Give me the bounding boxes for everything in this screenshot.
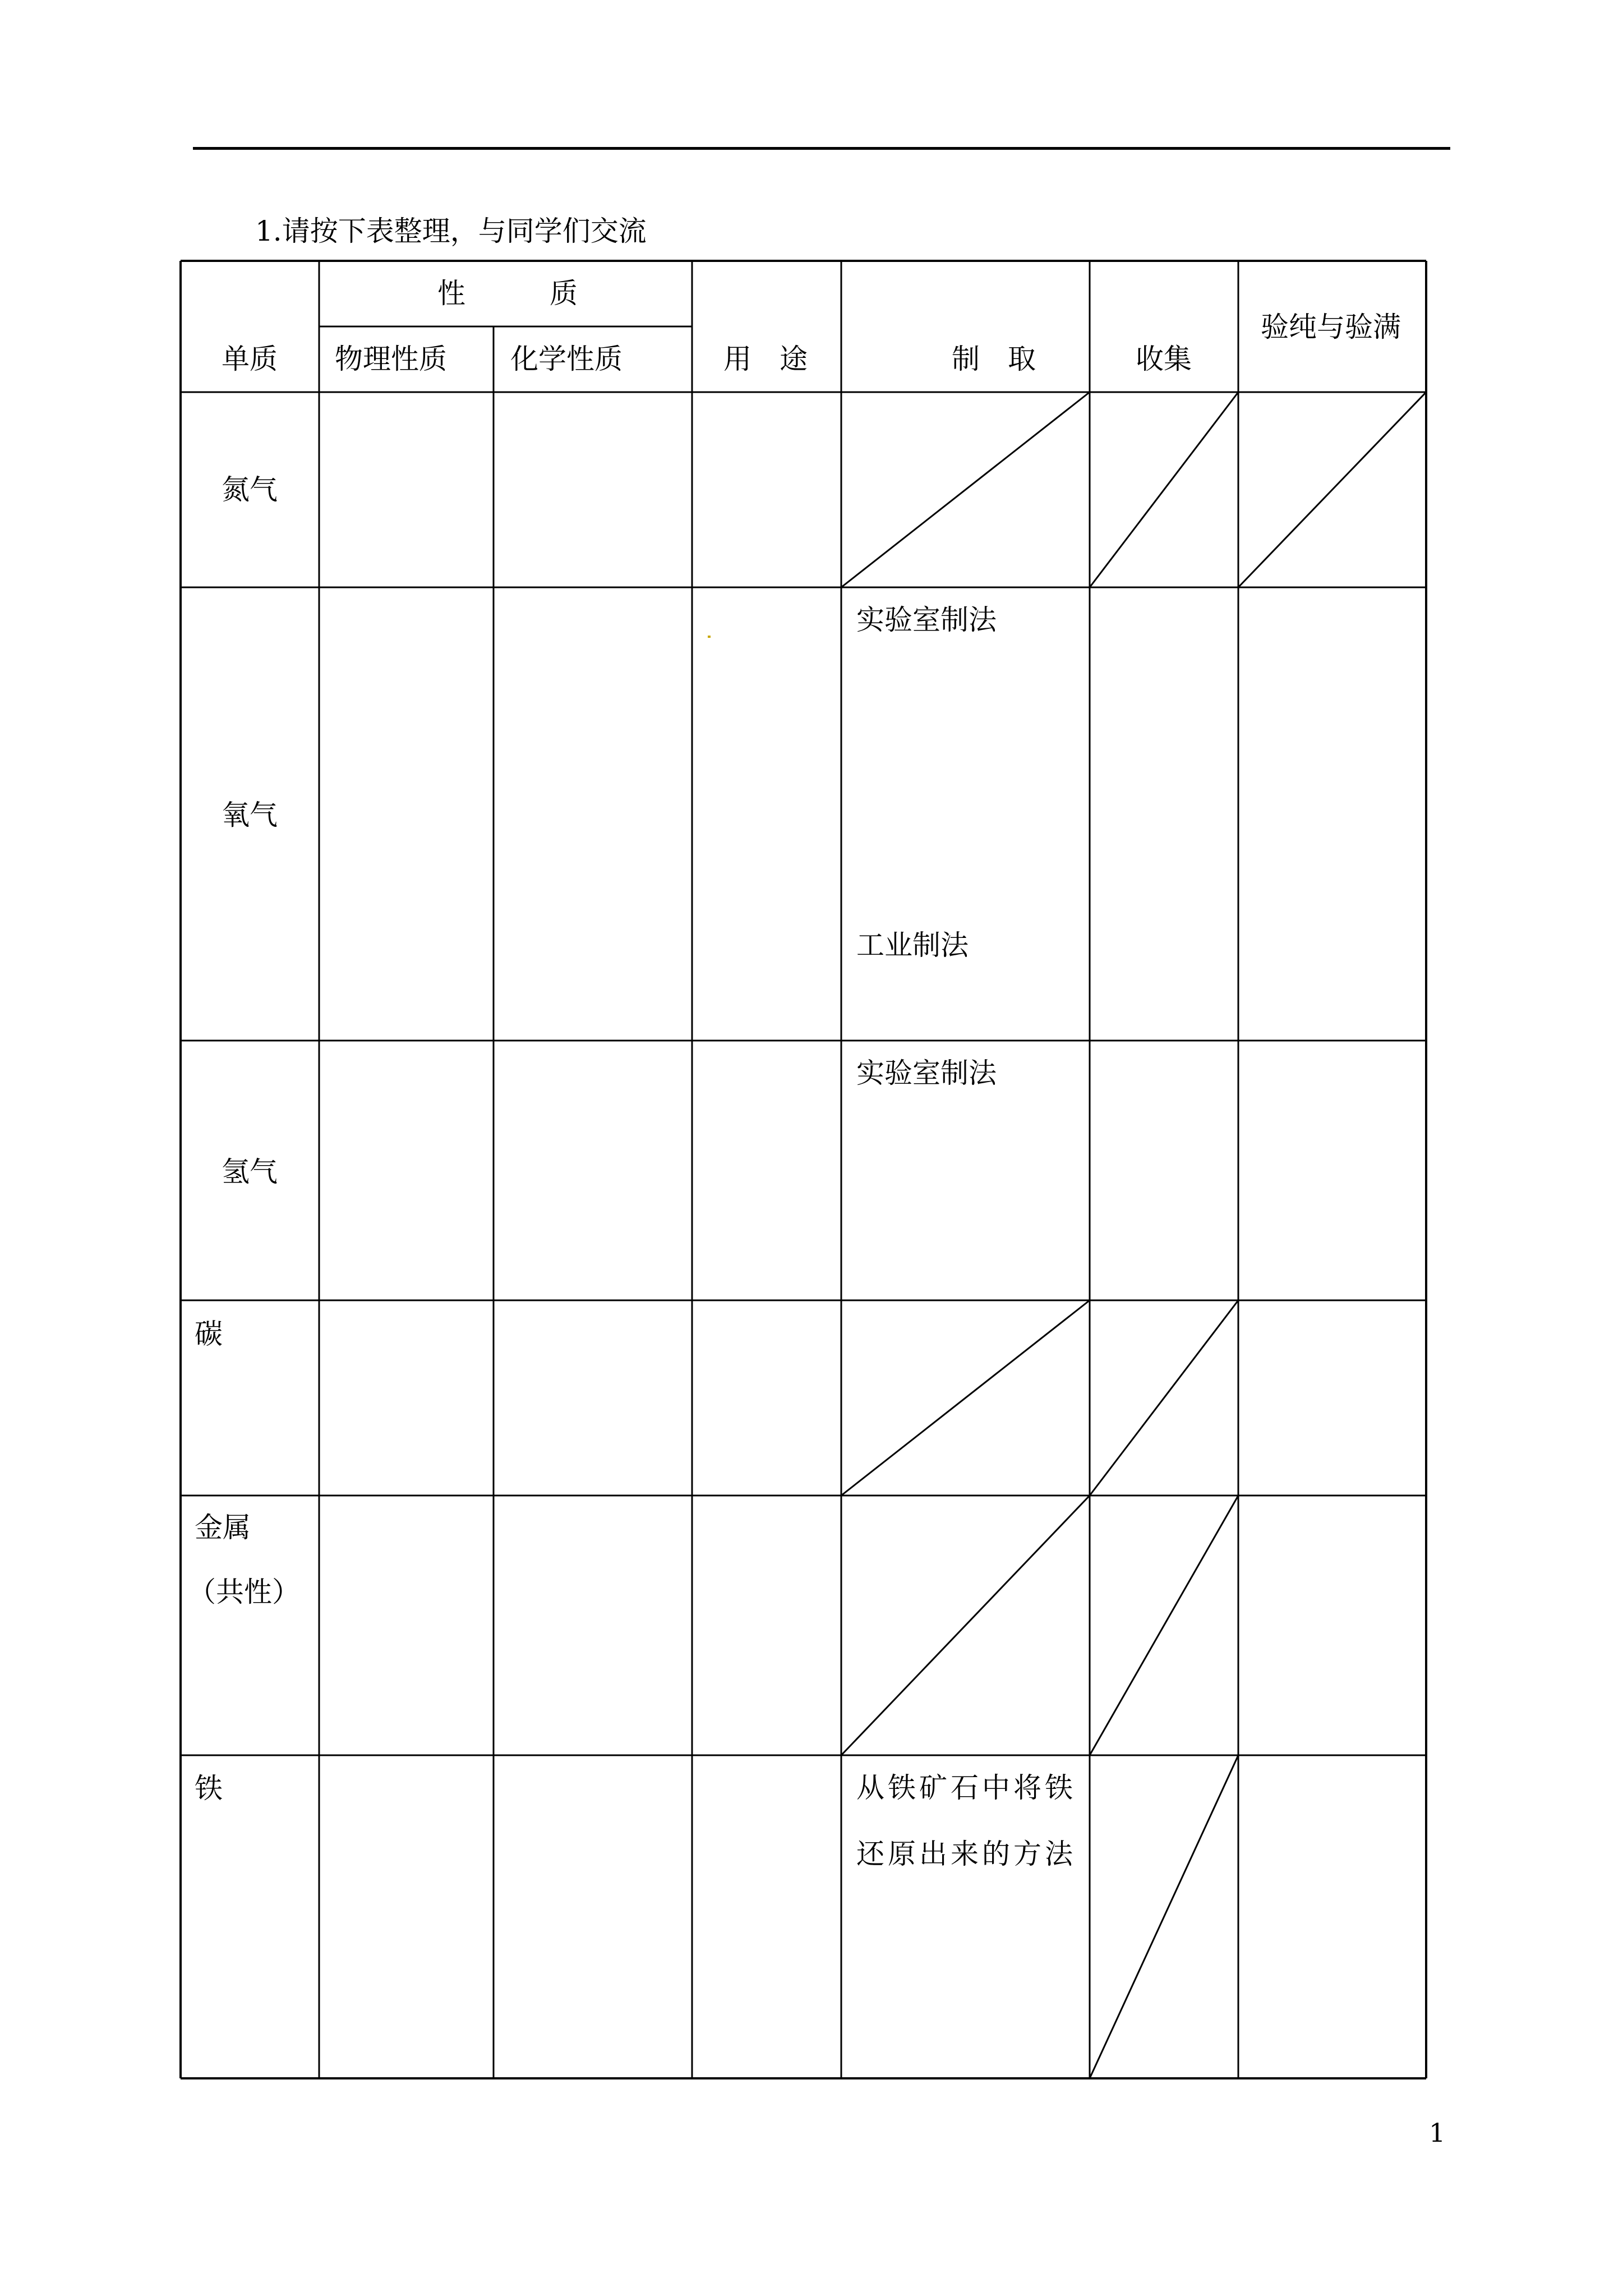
- stray-mark: [708, 636, 711, 638]
- iron-preparation-method: 从铁矿石中将铁还原出来的方法: [856, 1772, 1076, 1870]
- metal-preparation-slash: [841, 1496, 1090, 1755]
- row-name-iron: 铁: [195, 1772, 223, 1805]
- oxygen-lab-preparation: 实验室制法: [856, 604, 997, 636]
- worksheet-heading: 1.请按下表整理，与同学们交流: [255, 215, 647, 247]
- row-name-metal-note: （共性）: [188, 1576, 300, 1608]
- header-uses: 用 途: [723, 343, 808, 375]
- n2-collection-slash: [1090, 392, 1238, 587]
- carbon-collection-slash: [1090, 1300, 1238, 1496]
- n2-preparation-slash: [841, 392, 1090, 587]
- header-purity-full-test: 验纯与验满: [1261, 311, 1401, 343]
- oxygen-industrial-preparation: 工业制法: [856, 929, 969, 961]
- carbon-preparation-slash: [841, 1300, 1090, 1496]
- row-name-carbon: 碳: [195, 1318, 223, 1350]
- iron-collection-slash: [1090, 1755, 1238, 2078]
- row-name-nitrogen: 氮气: [222, 473, 278, 506]
- row-name-oxygen: 氧气: [222, 799, 278, 831]
- header-properties: 性 质: [437, 277, 578, 310]
- n2-test-slash: [1238, 392, 1426, 587]
- metal-collection-slash: [1090, 1496, 1238, 1755]
- header-chemical-properties: 化学性质: [510, 343, 623, 375]
- header-preparation: 制 取: [952, 343, 1036, 375]
- page-number: 1: [1429, 2118, 1446, 2148]
- header-physical-properties: 物理性质: [335, 343, 447, 375]
- header-substance: 单质: [222, 343, 278, 375]
- row-name-hydrogen: 氢气: [222, 1156, 278, 1188]
- row-name-metal: 金属: [195, 1511, 251, 1544]
- hydrogen-lab-preparation: 实验室制法: [856, 1057, 997, 1089]
- header-collection: 收集: [1136, 343, 1192, 375]
